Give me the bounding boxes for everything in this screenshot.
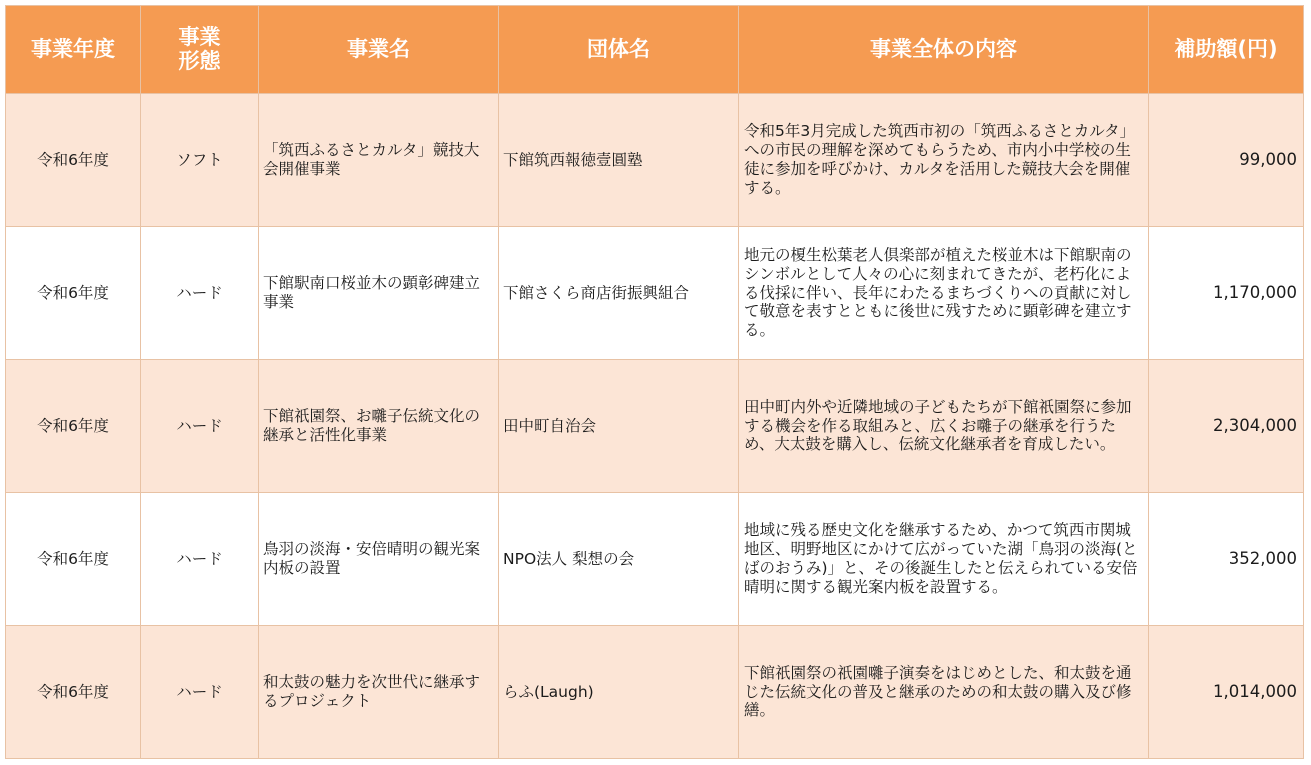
- cell-organization: 田中町自治会: [499, 360, 739, 493]
- cell-description: 下館祇園祭の祇園囃子演奏をはじめとした、和太鼓を通じた伝統文化の普及と継承のための和太鼓の購入及び修繕。: [739, 626, 1149, 759]
- cell-amount: 1,014,000: [1149, 626, 1304, 759]
- cell-project-name: 下館祇園祭、お囃子伝統文化の継承と活性化事業: [259, 360, 499, 493]
- table-header: [6, 6, 1304, 94]
- cell-description: 地域に残る歴史文化を継承するため、かつて筑西市関城地区、明野地区にかけて広がっていた湖「鳥羽の淡海(とばのおうみ)」と、その後誕生したと伝えられている安倍晴明に関する観光案内板を設置する。: [739, 493, 1149, 626]
- cell-organization: 下館筑西報徳壹圓塾: [499, 94, 739, 227]
- header-year: [6, 6, 141, 94]
- subsidy-table: [5, 5, 1304, 759]
- header-name-label: 事業名: [347, 36, 410, 61]
- cell-amount: 352,000: [1149, 493, 1304, 626]
- header-type: [141, 6, 259, 94]
- cell-type: ソフト: [141, 94, 259, 227]
- header-type-label: [179, 26, 221, 72]
- header-year-label: 事業年度: [31, 36, 115, 61]
- table-row: [6, 626, 1304, 759]
- cell-description: 田中町内外や近隣地域の子どもたちが下館祇園祭に参加する機会を作る取組みと、広くお囃子の継承を行うため、大太鼓を購入し、伝統文化継承者を育成したい。: [739, 360, 1149, 493]
- cell-project-name: 鳥羽の淡海・安倍晴明の観光案内板の設置: [259, 493, 499, 626]
- cell-year: 令和6年度: [6, 360, 141, 493]
- cell-organization: NPO法人 梨想の会: [499, 493, 739, 626]
- cell-year: 令和6年度: [6, 626, 141, 759]
- table-body: [6, 94, 1304, 759]
- cell-year: 令和6年度: [6, 493, 141, 626]
- header-type-line1: 事業: [178, 25, 221, 50]
- cell-amount: 2,304,000: [1149, 360, 1304, 493]
- cell-type: ハード: [141, 493, 259, 626]
- cell-organization: らふ(Laugh): [499, 626, 739, 759]
- cell-project-name: 下館駅南口桜並木の顕彰碑建立事業: [259, 227, 499, 360]
- header-amount-label: 補助額(円): [1174, 36, 1278, 61]
- cell-year: 令和6年度: [6, 94, 141, 227]
- cell-year: 令和6年度: [6, 227, 141, 360]
- header-type-line2: 形態: [178, 48, 221, 73]
- table-row: [6, 227, 1304, 360]
- cell-project-name: 和太鼓の魅力を次世代に継承するプロジェクト: [259, 626, 499, 759]
- cell-type: ハード: [141, 626, 259, 759]
- cell-amount: 99,000: [1149, 94, 1304, 227]
- header-amount: [1149, 6, 1304, 94]
- header-desc-label: 事業全体の内容: [870, 36, 1017, 61]
- table-row: [6, 360, 1304, 493]
- table-row: [6, 94, 1304, 227]
- cell-organization: 下館さくら商店街振興組合: [499, 227, 739, 360]
- header-name: [259, 6, 499, 94]
- table-row: [6, 493, 1304, 626]
- header-org-label: 団体名: [587, 36, 650, 61]
- cell-description: 地元の榎生松葉老人倶楽部が植えた桜並木は下館駅南のシンボルとして人々の心に刻まれてきたが、老朽化による伐採に伴い、長年にわたるまちづくりへの貢献に対して敬意を表すとともに後世に残すために顕彰碑を建立する。: [739, 227, 1149, 360]
- cell-description: 令和5年3月完成した筑西市初の「筑西ふるさとカルタ」への市民の理解を深めてもらうため、市内小中学校の生徒に参加を呼びかけ、カルタを活用した競技大会を開催する。: [739, 94, 1149, 227]
- header-desc: [739, 6, 1149, 94]
- cell-project-name: 「筑西ふるさとカルタ」競技大会開催事業: [259, 94, 499, 227]
- cell-amount: 1,170,000: [1149, 227, 1304, 360]
- cell-type: ハード: [141, 360, 259, 493]
- header-org: [499, 6, 739, 94]
- header-row: [6, 6, 1304, 94]
- cell-type: ハード: [141, 227, 259, 360]
